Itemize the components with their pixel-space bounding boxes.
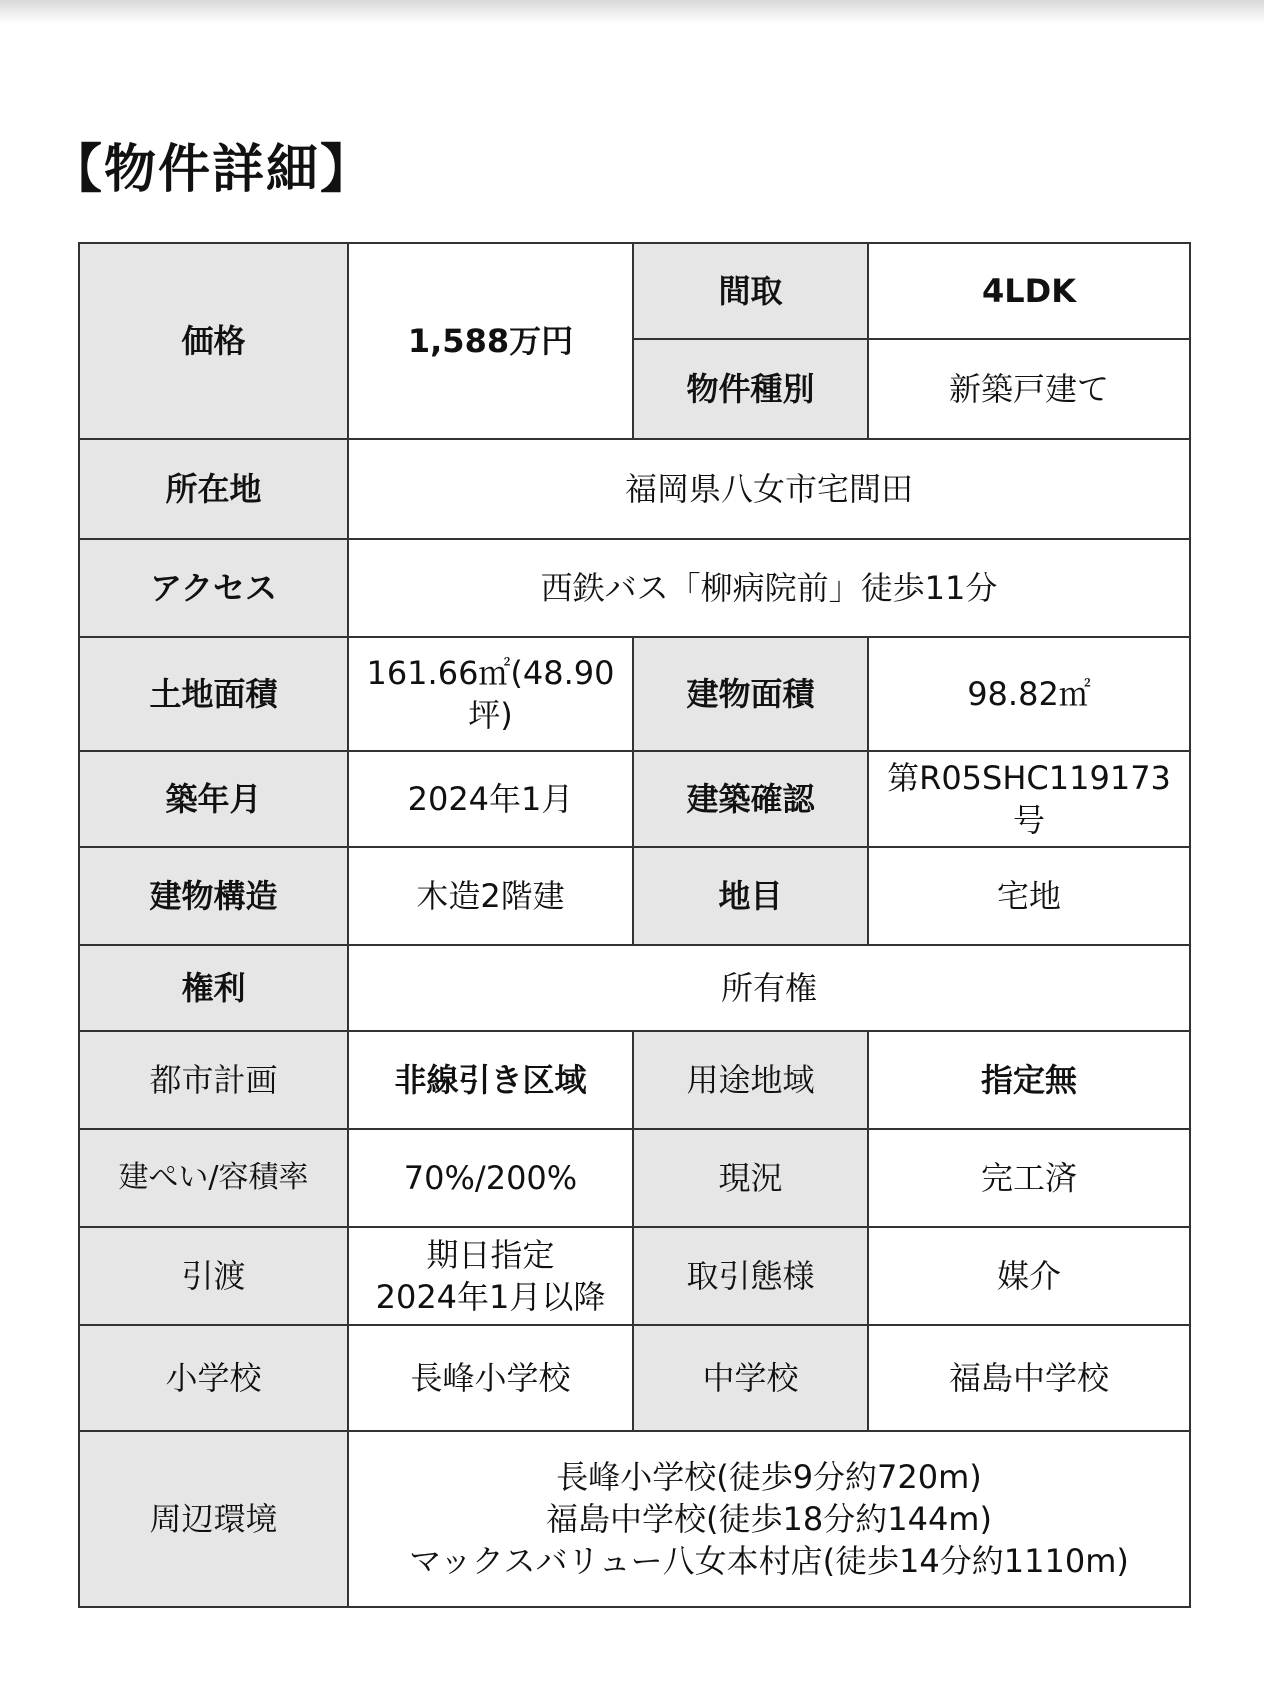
location-value: 福岡県八女市宅間田 bbox=[348, 439, 1190, 539]
type-value: 新築戸建て bbox=[868, 339, 1190, 439]
table-row bbox=[79, 439, 1190, 539]
surroundings-item: 長峰小学校(徒歩9分約720m) bbox=[556, 1458, 982, 1496]
surroundings-label: 周辺環境 bbox=[79, 1431, 348, 1607]
delivery-value bbox=[348, 1227, 633, 1325]
table-row bbox=[79, 243, 1190, 339]
transaction-value: 媒介 bbox=[868, 1227, 1190, 1325]
price-value: 1,588万円 bbox=[348, 243, 633, 439]
table-row bbox=[79, 847, 1190, 945]
table-row bbox=[79, 1031, 1190, 1129]
delivery-value-line2: 2024年1月以降 bbox=[375, 1278, 606, 1316]
status-value: 完工済 bbox=[868, 1129, 1190, 1227]
surroundings-item: マックスバリュー八女本村店(徒歩14分約1110m) bbox=[409, 1542, 1129, 1580]
delivery-value-line1: 期日指定 bbox=[426, 1236, 555, 1274]
delivery-label: 引渡 bbox=[79, 1227, 348, 1325]
page-title: 【物件詳細】 bbox=[50, 140, 375, 200]
confirmation-label: 建築確認 bbox=[633, 751, 868, 847]
junior-high-value: 福島中学校 bbox=[868, 1325, 1190, 1431]
property-details-table bbox=[78, 242, 1191, 1608]
status-label: 現況 bbox=[633, 1129, 868, 1227]
layout-value: 4LDK bbox=[868, 243, 1190, 339]
building-area-label: 建物面積 bbox=[633, 637, 868, 751]
rights-label: 権利 bbox=[79, 945, 348, 1031]
zoning-label: 用途地域 bbox=[633, 1031, 868, 1129]
surroundings-value bbox=[348, 1431, 1190, 1607]
table-row bbox=[79, 1325, 1190, 1431]
confirmation-value: 第R05SHC119173号 bbox=[868, 751, 1190, 847]
access-value: 西鉄バス「柳病院前」徒歩11分 bbox=[348, 539, 1190, 637]
land-area-value bbox=[348, 637, 633, 751]
building-area-value: 98.82㎡ bbox=[868, 637, 1190, 751]
land-area-value-line2: 坪) bbox=[468, 696, 513, 734]
city-planning-label: 都市計画 bbox=[79, 1031, 348, 1129]
transaction-label: 取引態様 bbox=[633, 1227, 868, 1325]
table-row bbox=[79, 945, 1190, 1031]
structure-value: 木造2階建 bbox=[348, 847, 633, 945]
surroundings-item: 福島中学校(徒歩18分約144m) bbox=[546, 1500, 992, 1538]
table-row bbox=[79, 539, 1190, 637]
structure-label: 建物構造 bbox=[79, 847, 348, 945]
land-area-label: 土地面積 bbox=[79, 637, 348, 751]
junior-high-label: 中学校 bbox=[633, 1325, 868, 1431]
table-row bbox=[79, 637, 1190, 751]
table-row bbox=[79, 751, 1190, 847]
coverage-label: 建ぺい/容積率 bbox=[79, 1129, 348, 1227]
elementary-label: 小学校 bbox=[79, 1325, 348, 1431]
type-label: 物件種別 bbox=[633, 339, 868, 439]
layout-label: 間取 bbox=[633, 243, 868, 339]
table-row bbox=[79, 1431, 1190, 1607]
table-row bbox=[79, 1129, 1190, 1227]
built-value: 2024年1月 bbox=[348, 751, 633, 847]
rights-value: 所有権 bbox=[348, 945, 1190, 1031]
built-label: 築年月 bbox=[79, 751, 348, 847]
coverage-value: 70%/200% bbox=[348, 1129, 633, 1227]
location-label: 所在地 bbox=[79, 439, 348, 539]
table-row bbox=[79, 1227, 1190, 1325]
land-category-value: 宅地 bbox=[868, 847, 1190, 945]
land-area-value-line1: 161.66㎡(48.90 bbox=[366, 654, 615, 692]
land-category-label: 地目 bbox=[633, 847, 868, 945]
city-planning-value: 非線引き区域 bbox=[348, 1031, 633, 1129]
price-label: 価格 bbox=[79, 243, 348, 439]
zoning-value: 指定無 bbox=[868, 1031, 1190, 1129]
access-label: アクセス bbox=[79, 539, 348, 637]
top-shadow bbox=[0, 0, 1264, 24]
elementary-value: 長峰小学校 bbox=[348, 1325, 633, 1431]
